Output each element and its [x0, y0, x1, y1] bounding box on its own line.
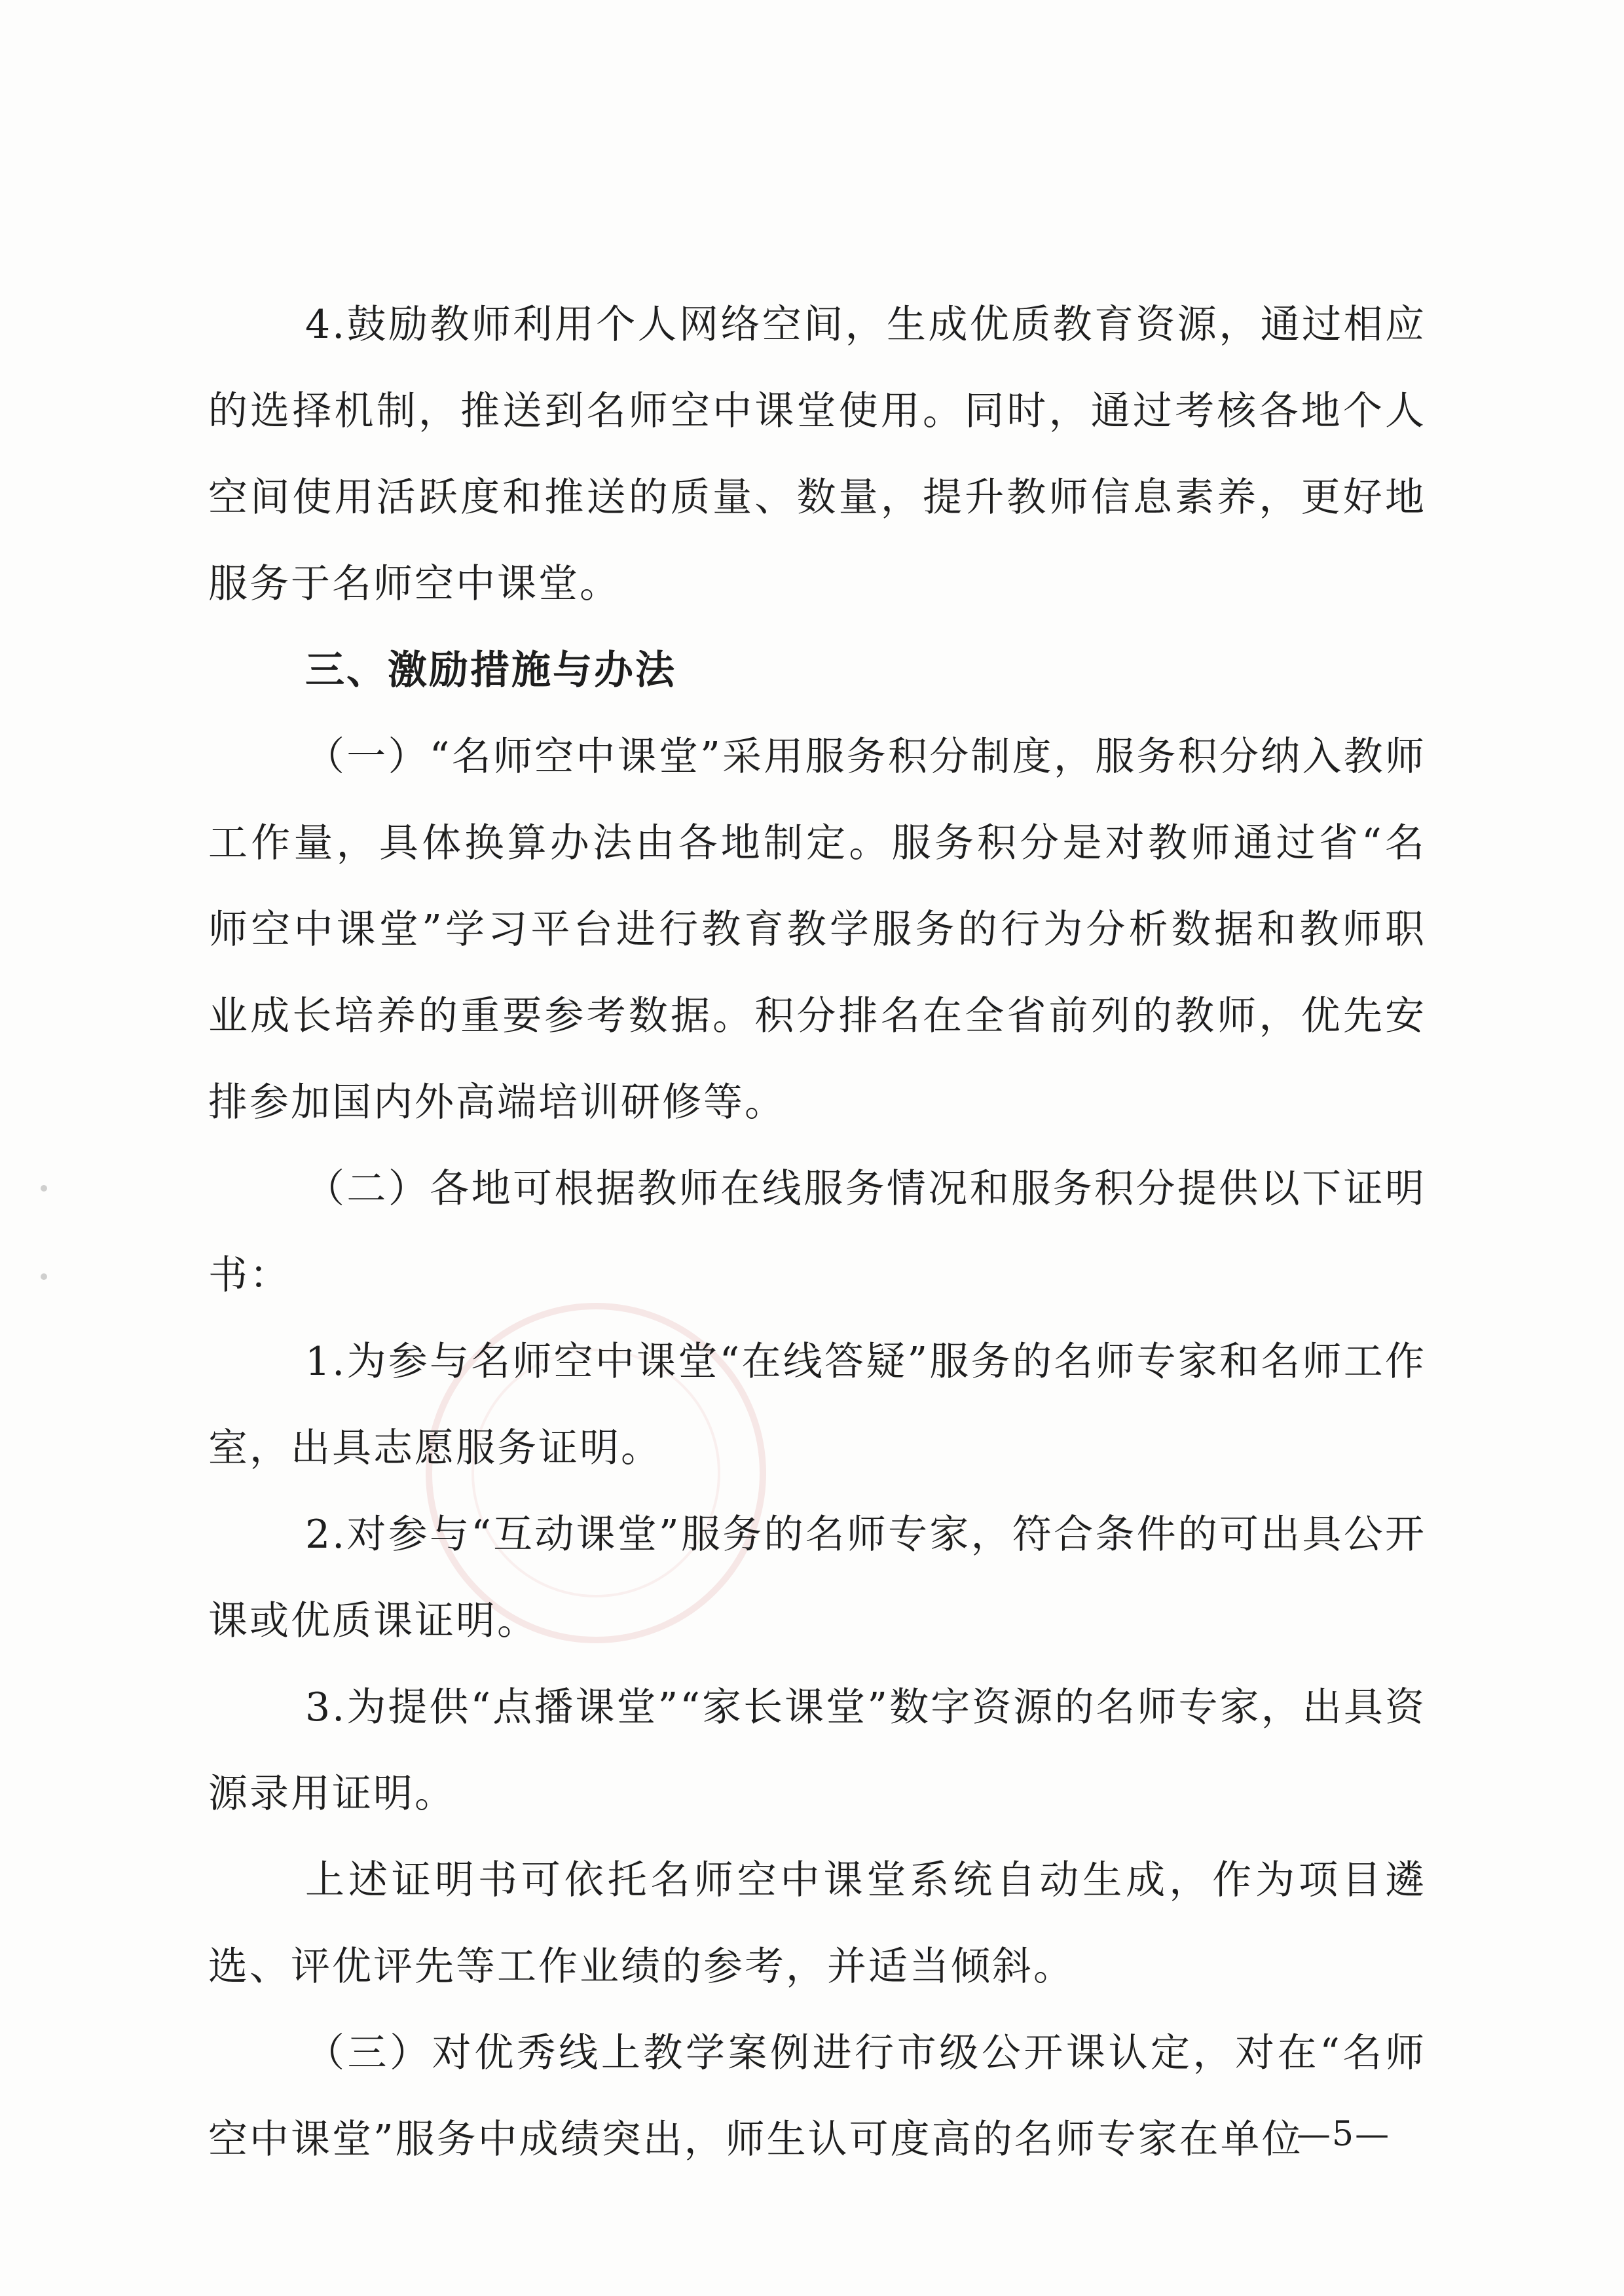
paragraph-certificates-intro: （二）各地可根据教师在线服务情况和服务积分提供以下证明书：: [208, 1166, 1426, 1298]
paragraph-certificate-1: 1.为参与名师空中课堂“在线答疑”服务的名师专家和名师工作室，出具志愿服务证明。: [208, 1339, 1426, 1471]
paragraph-certificate-usage: 上述证明书可依托名师空中课堂系统自动生成，作为项目遴选、评优评先等工作业绩的参考，并适当倾斜。: [208, 1857, 1426, 1990]
scan-edge-mark: [41, 1185, 47, 1192]
scan-edge-mark: [41, 1273, 47, 1280]
page-number: —5—: [1297, 2115, 1391, 2154]
paragraph-item-4: 4.鼓励教师利用个人网络空间，生成优质教育资源，通过相应的选择机制，推送到名师空中课堂使用。同时，通过考核各地个人空间使用活跃度和推送的质量、数量，提升教师信息素养，更好地服务于名师空中课堂。: [208, 302, 1426, 607]
document-body: [208, 282, 1426, 2183]
paragraph-certificate-2: 2.对参与“互动课堂”服务的名师专家，符合条件的可出具公开课或优质课证明。: [208, 1512, 1426, 1644]
section-heading-incentives: 三、激励措施与办法: [305, 647, 676, 693]
paragraph-certificate-3: 3.为提供“点播课堂”“家长课堂”数字资源的名师专家，出具资源录用证明。: [208, 1685, 1426, 1817]
paragraph-recognition: （三）对优秀线上教学案例进行市级公开课认定，对在“名师空中课堂”服务中成绩突出，师生认可度高的名师专家在单位: [208, 2030, 1426, 2162]
paragraph-service-points: （一）“名师空中课堂”采用服务积分制度，服务积分纳入教师工作量，具体换算办法由各地制定。服务积分是对教师通过省“名师空中课堂”学习平台进行教育教学服务的行为分析数据和教师职业成长培养的重要参考数据。积分排名在全省前列的教师，优先安排参加国内外高端培训研修等。: [208, 734, 1426, 1125]
